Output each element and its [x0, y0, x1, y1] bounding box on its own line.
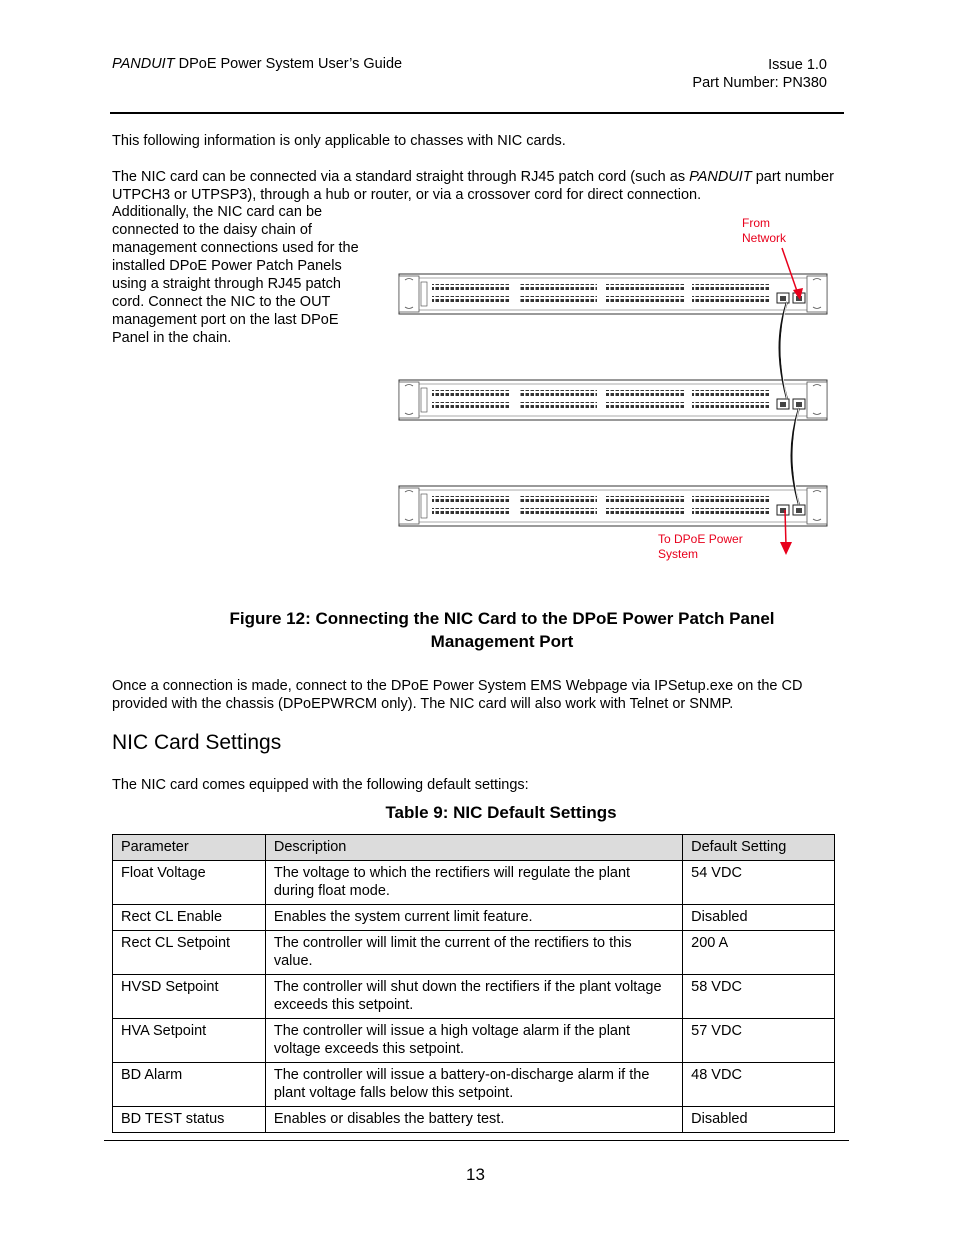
- table-row: [113, 1107, 835, 1133]
- table-cell-default: 48 VDC: [683, 1063, 835, 1107]
- label-to-line2: System: [658, 547, 699, 561]
- table-cell-default: Disabled: [683, 1107, 835, 1133]
- header-part-number: Part Number: PN380: [692, 75, 827, 91]
- page-number: 13: [466, 1165, 485, 1184]
- table-cell-parameter: HVSD Setpoint: [113, 975, 266, 1019]
- header-brand: PANDUIT: [112, 56, 175, 72]
- table-cell-parameter: BD Alarm: [113, 1063, 266, 1107]
- table-row: [113, 931, 835, 975]
- table-cell-description: The controller will issue a high voltage alarm if the plant voltage exceeds this setpoint.: [265, 1019, 682, 1063]
- table-row: [113, 975, 835, 1019]
- paragraph-daisy-chain: Additionally, the NIC card can be connected to the daisy chain of management connections used for the installed DPoE Power Patch Panels using a straight through RJ45 patch cord. Connect the NIC to the OUT management port on the last DPoE Panel in the chain.: [112, 204, 359, 346]
- patch-panel-3: [399, 486, 827, 526]
- table-cell-description: The controller will shut down the rectifiers if the plant voltage exceeds this setpoint.: [265, 975, 682, 1019]
- label-from-line1: From: [742, 216, 770, 230]
- table-title: Table 9: NIC Default Settings: [385, 803, 617, 822]
- table-cell-parameter: Float Voltage: [113, 861, 266, 905]
- table-cell-description: Enables the system current limit feature.: [265, 905, 682, 931]
- table-cell-default: Disabled: [683, 905, 835, 931]
- section-heading-nic-card-settings: NIC Card Settings: [112, 731, 282, 754]
- table-cell-parameter: BD TEST status: [113, 1107, 266, 1133]
- label-from-network: [742, 216, 786, 246]
- paragraph-nic-applicability: This following information is only applicable to chasses with NIC cards.: [112, 133, 566, 149]
- table-header-parameter: Parameter: [113, 835, 266, 861]
- table-row: [113, 1063, 835, 1107]
- table-cell-default: 200 A: [683, 931, 835, 975]
- figure-nic-connection-diagram: [395, 212, 835, 572]
- label-from-line2: Network: [742, 231, 787, 245]
- table-header-default-setting: Default Setting: [683, 835, 835, 861]
- table-header-description: Description: [265, 835, 682, 861]
- header-meta: [692, 56, 827, 92]
- paragraph-connection-text-2: part number UTPCH3 or UTPSP3), through a hub or router, or via a crossover cord for direct connection.: [112, 169, 834, 203]
- table-cell-parameter: Rect CL Enable: [113, 905, 266, 931]
- paragraph-connection-brand: PANDUIT: [689, 169, 752, 185]
- patch-panel-1: [399, 274, 827, 314]
- label-to-power-system: [658, 532, 743, 562]
- table-row: [113, 861, 835, 905]
- table-cell-description: The voltage to which the rectifiers will regulate the plant during float mode.: [265, 861, 682, 905]
- table-cell-default: 58 VDC: [683, 975, 835, 1019]
- table-row: [113, 905, 835, 931]
- figure-caption-line1: Figure 12: Connecting the NIC Card to the DPoE Power Patch Panel: [229, 609, 775, 628]
- to-power-system-arrow: [785, 510, 786, 546]
- table-header-row: [113, 835, 835, 861]
- table-cell-description: The controller will limit the current of the rectifiers to this value.: [265, 931, 682, 975]
- table-cell-description: Enables or disables the battery test.: [265, 1107, 682, 1133]
- table-cell-default: 54 VDC: [683, 861, 835, 905]
- paragraph-ems-connection: Once a connection is made, connect to the DPoE Power System EMS Webpage via IPSetup.exe on the CD provided with the chassis (DPoEPWRCM only). The NIC card will also work with Telnet or SNMP.: [112, 678, 803, 712]
- table-cell-default: 57 VDC: [683, 1019, 835, 1063]
- header-guide-title: DPoE Power System User’s Guide: [174, 56, 403, 72]
- paragraph-nic-connection: [112, 168, 842, 204]
- table-row: [113, 1019, 835, 1063]
- figure-caption: [112, 607, 892, 653]
- label-to-line1: To DPoE Power: [658, 532, 743, 546]
- paragraph-connection-text-1: The NIC card can be connected via a standard straight through RJ45 patch cord (such as: [112, 169, 690, 185]
- paragraph-default-settings-intro: The NIC card comes equipped with the following default settings:: [112, 777, 529, 793]
- table-cell-parameter: Rect CL Setpoint: [113, 931, 266, 975]
- header-title: [112, 56, 402, 72]
- patch-panel-2: [399, 380, 827, 420]
- footer-rule: [104, 1140, 849, 1141]
- table-cell-description: The controller will issue a battery-on-discharge alarm if the plant voltage falls below this setpoint.: [265, 1063, 682, 1107]
- header-issue: Issue 1.0: [768, 57, 827, 73]
- nic-default-settings-table: [112, 834, 835, 1133]
- header-rule: [110, 112, 844, 114]
- table-cell-parameter: HVA Setpoint: [113, 1019, 266, 1063]
- figure-caption-line2: Management Port: [430, 632, 574, 651]
